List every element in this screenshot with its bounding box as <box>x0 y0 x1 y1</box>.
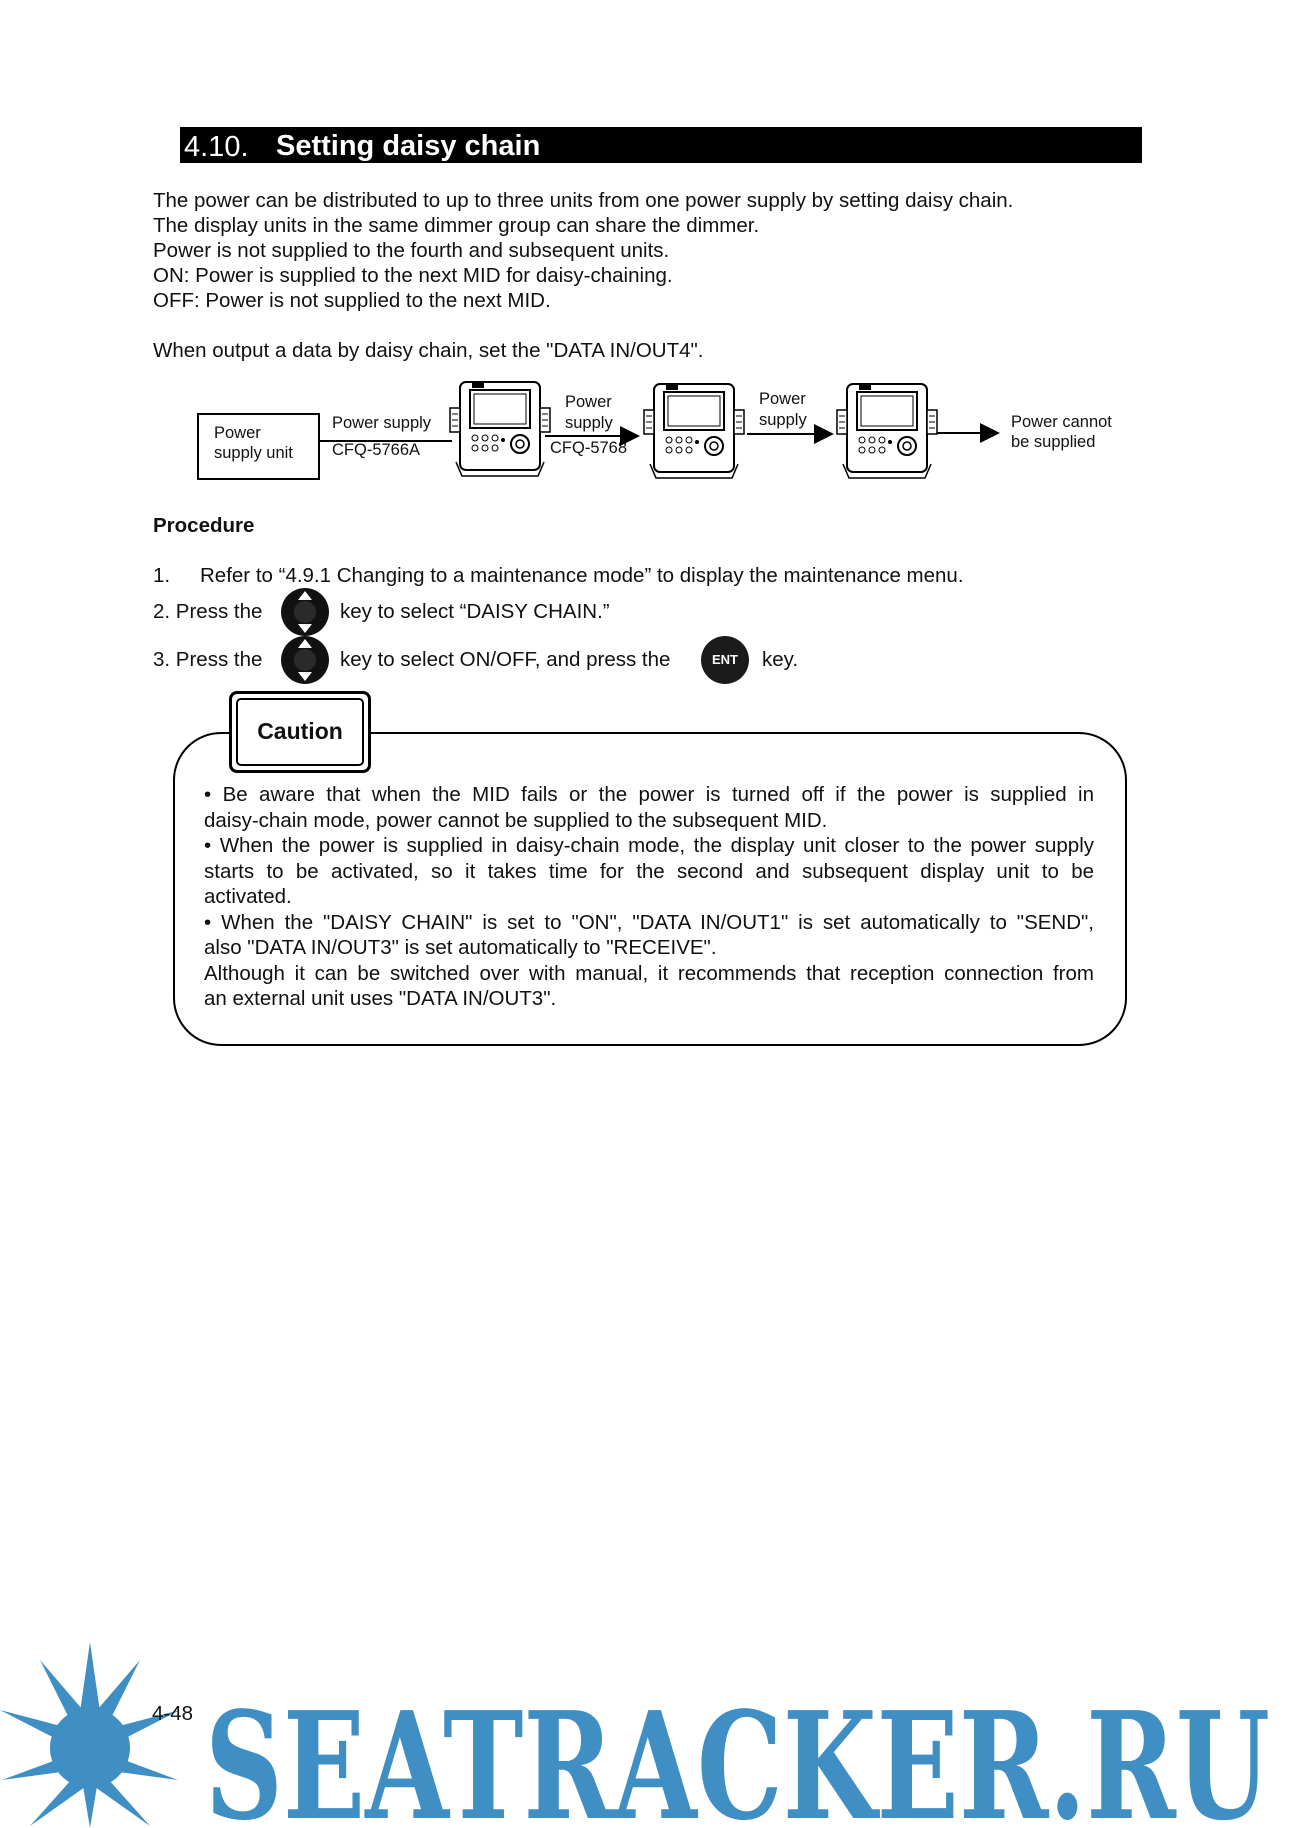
end-label-1: Power cannot <box>1011 413 1112 431</box>
caution-bullet-3-line-2: also "DATA IN/OUT3" is set automatically to "RECEIVE". <box>204 936 717 959</box>
psu-label-1: Power <box>214 424 261 442</box>
end-label-2: be supplied <box>1011 433 1096 451</box>
caution-bullet-3-line-1: • When the "DAISY CHAIN" is set to "ON", "DATA IN/OUT1" is set automatically to "SEND", <box>204 910 1094 934</box>
up-down-arrows-icon <box>281 588 329 636</box>
display-unit-2 <box>644 384 744 478</box>
intro-line-3: Power is not supplied to the fourth and subsequent units. <box>153 239 670 262</box>
output-note: When output a data by daisy chain, set the "DATA IN/OUT4". <box>153 339 704 362</box>
psu-label-2: supply unit <box>214 444 293 462</box>
step3-suffix: key. <box>762 648 799 671</box>
caution-label-box <box>229 691 371 773</box>
step2-prefix: 2. Press the <box>153 600 263 623</box>
section-number: 4.10. <box>184 131 249 163</box>
caution-label: Caution <box>236 698 364 766</box>
caution-bullet-2-line-3: activated. <box>204 885 292 908</box>
ent-key-icon: ENT <box>701 636 749 684</box>
link3-label-top-2: supply <box>759 411 807 429</box>
caution-text <box>204 782 1094 1012</box>
step2-suffix: key to select “DAISY CHAIN.” <box>340 600 610 623</box>
link1-label-top: Power supply <box>332 414 432 432</box>
caution-bullet-3-line-3: Although it can be switched over with manual, it recommends that reception connection from <box>204 961 1094 985</box>
link3-label-top-1: Power <box>759 390 806 408</box>
step3-prefix: 3. Press the <box>153 648 263 671</box>
display-unit-3 <box>837 384 937 478</box>
up-down-arrows-icon <box>281 636 329 684</box>
sun-icon <box>0 1642 180 1828</box>
watermark-logo <box>0 1630 1292 1828</box>
up-down-key-icon <box>281 588 329 636</box>
caution-bullet-3-line-4: an external unit uses "DATA IN/OUT3". <box>204 987 557 1010</box>
link2-label-top-1: Power <box>565 393 612 411</box>
step1-text: Refer to “4.9.1 Changing to a maintenance mode” to display the maintenance menu. <box>200 564 964 587</box>
page-number: 4-48 <box>152 1702 194 1725</box>
step1-number: 1. <box>153 564 171 587</box>
step3-middle: key to select ON/OFF, and press the <box>340 648 671 671</box>
caution-bullet-1-line-2: daisy-chain mode, power cannot be supplied to the subsequent MID. <box>204 808 828 832</box>
link2-label-bottom: CFQ-5768 <box>550 439 628 457</box>
display-unit-1 <box>450 382 550 476</box>
daisy-chain-diagram <box>0 0 1292 520</box>
link1-label-bottom: CFQ-5766A <box>332 441 421 459</box>
intro-line-5: OFF: Power is not supplied to the next MID. <box>153 289 551 312</box>
link2-label-top-2: supply <box>565 414 613 432</box>
up-down-key-icon <box>281 636 329 684</box>
diagram-graphics <box>0 0 1292 520</box>
procedure-heading: Procedure <box>153 514 255 537</box>
intro-line-1: The power can be distributed to up to three units from one power supply by setting daisy chain. <box>153 189 1014 212</box>
caution-bullet-1-line-1: • Be aware that when the MID fails or the power is turned off if the power is supplied in <box>204 783 1094 806</box>
caution-bullet-2-line-1: • When the power is supplied in daisy-chain mode, the display unit closer to the power supply <box>204 834 1094 857</box>
intro-line-4: ON: Power is supplied to the next MID for daisy-chaining. <box>153 264 673 287</box>
caution-bullet-2-line-2: starts to be activated, so it takes time for the second and subsequent display unit to be <box>204 859 1094 883</box>
section-title: Setting daisy chain <box>276 130 541 162</box>
intro-line-2: The display units in the same dimmer group can share the dimmer. <box>153 214 760 237</box>
watermark-text: SEATRACKER.RU <box>205 1679 1270 1828</box>
